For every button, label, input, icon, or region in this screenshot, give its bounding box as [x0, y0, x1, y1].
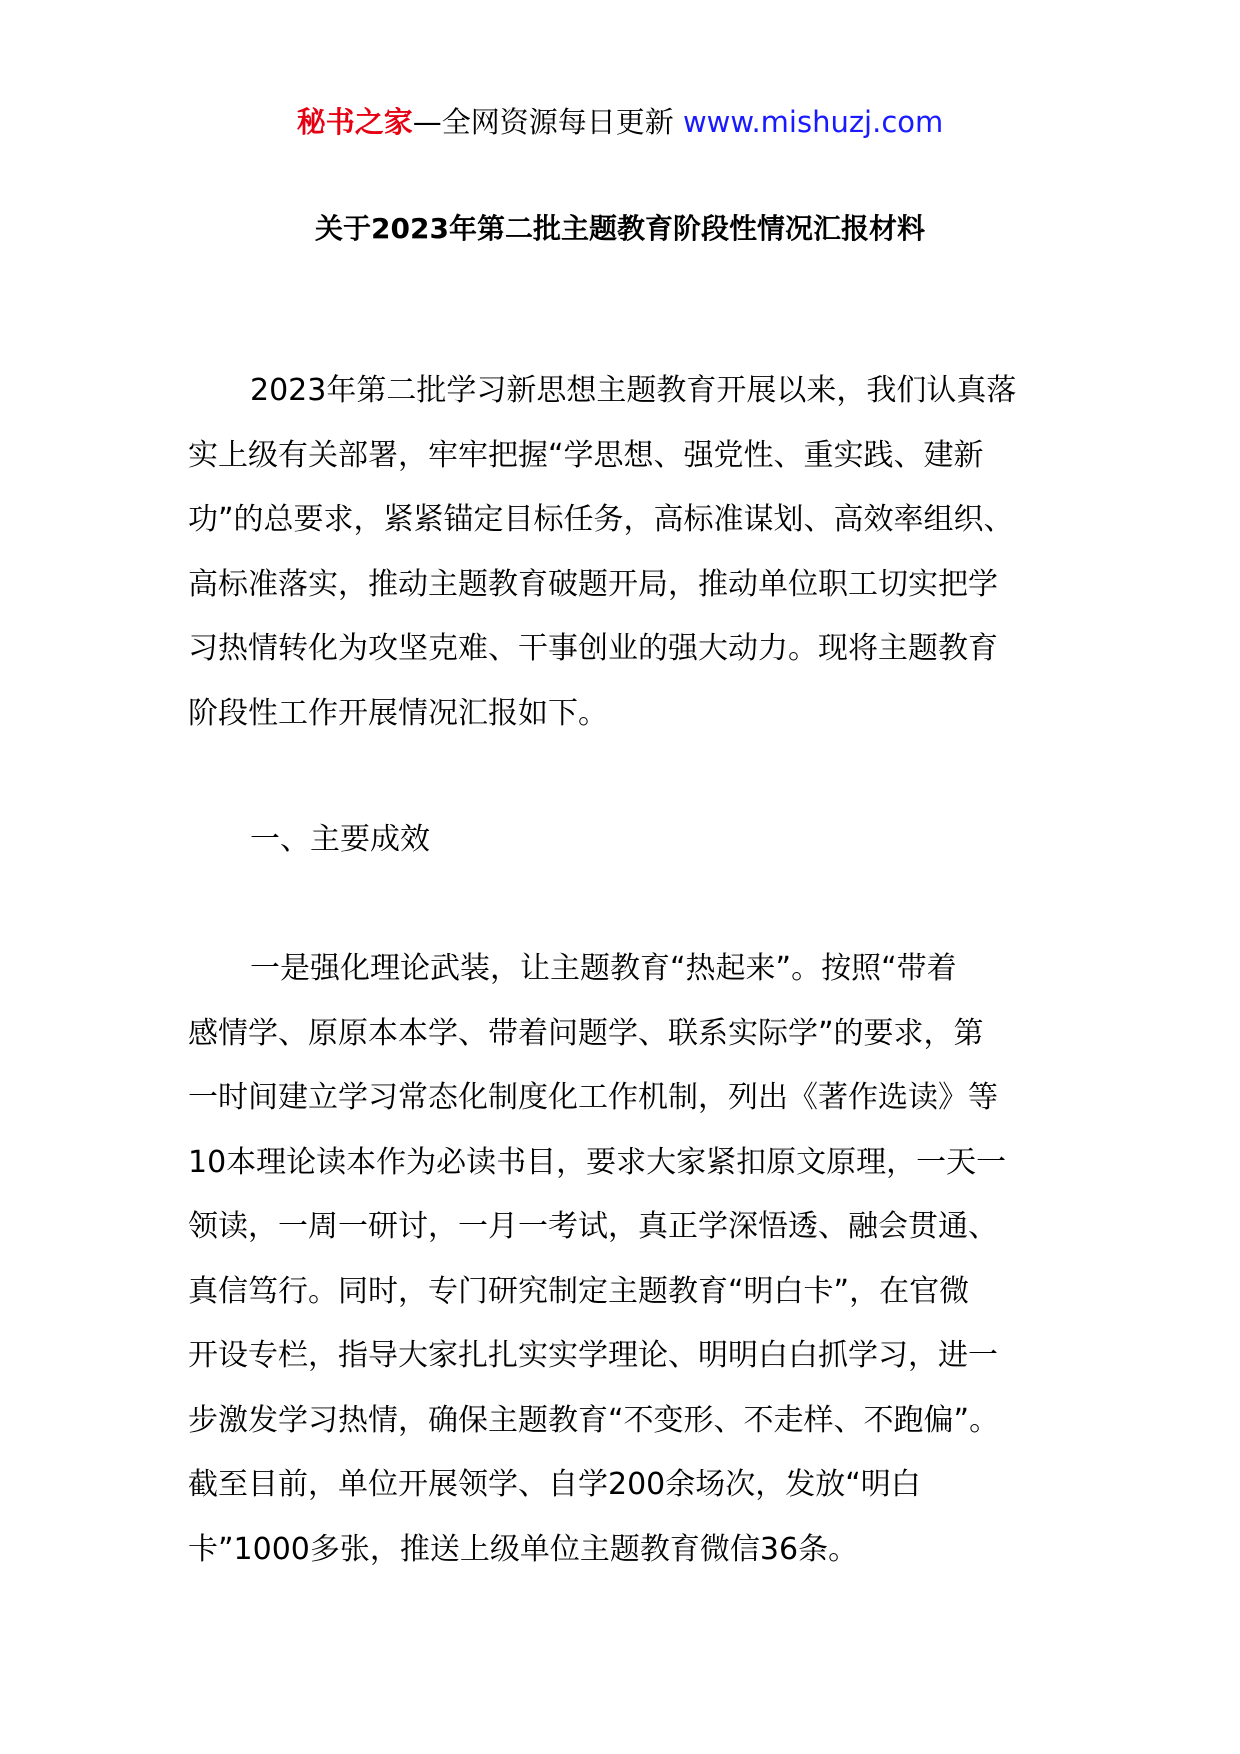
paragraph-line: 感情学、原原本本学、带着问题学、联系实际学”的要求，第	[188, 1015, 984, 1051]
site-brand: 秘书之家	[296, 105, 413, 139]
paragraph-line: 高标准落实，推动主题教育破题开局，推动单位职工切实把学	[188, 566, 998, 602]
site-header	[0, 100, 1240, 144]
site-tagline: —全网资源每日更新	[412, 105, 683, 139]
paragraph-line: 阶段性工作开展情况汇报如下。	[188, 695, 608, 731]
section-heading	[188, 808, 1060, 873]
paragraph-line: 截至目前，单位开展领学、自学200余场次，发放“明白	[188, 1467, 921, 1502]
section-heading-text: 一、主要成效	[250, 822, 430, 857]
intro-paragraph	[188, 359, 1060, 746]
paragraph-line: 实上级有关部署，牢牢把握“学思想、强党性、重实践、建新	[188, 437, 984, 473]
paragraph-line: 10本理论读本作为必读书目，要求大家紧扣原文原理，一天一	[188, 1144, 1007, 1180]
paragraph-line: 一是强化理论武装，让主题教育“热起来”。按照“带着	[250, 951, 957, 986]
body-paragraph	[188, 937, 1060, 1582]
paragraph-line: 卡”1000多张，推送上级单位主题教育微信36条。	[188, 1531, 859, 1567]
paragraph-line: 一时间建立学习常态化制度化工作机制，列出《著作选读》等	[188, 1080, 998, 1115]
document-title: 关于2023年第二批主题教育阶段性情况汇报材料	[315, 212, 925, 245]
paragraph-line: 真信笃行。同时，专门研究制定主题教育“明白卡”，在官微	[188, 1273, 970, 1309]
paragraph-line: 2023年第二批学习新思想主题教育开展以来，我们认真落	[250, 373, 1017, 408]
paragraph-line: 功”的总要求，紧紧锚定目标任务，高标准谋划、高效率组织、	[188, 502, 1014, 537]
paragraph-line: 开设专栏，指导大家扎扎实实学理论、明明白白抓学习，进一	[188, 1338, 998, 1373]
paragraph-line: 步激发学习热情，确保主题教育“不变形、不走样、不跑偏”。	[188, 1402, 1000, 1438]
paragraph-line: 习热情转化为攻坚克难、干事创业的强大动力。现将主题教育	[188, 631, 998, 666]
site-url-link[interactable]: www.mishuzj.com	[682, 105, 944, 139]
paragraph-line: 领读，一周一研讨，一月一考试，真正学深悟透、融会贯通、	[188, 1209, 998, 1244]
